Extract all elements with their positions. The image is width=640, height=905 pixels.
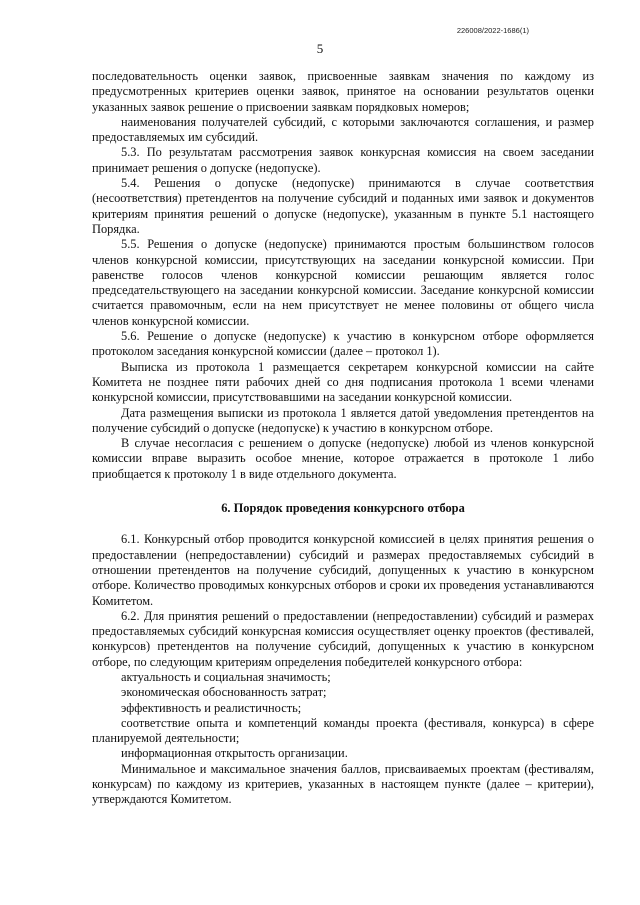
paragraph: В случае несогласия с решением о допуске (недопуске) любой из членов конкурсной комиссии вправе выразить особое мнение, которое отражается в протоколе 1 либо приобщается к протоколу 1 в виде отдельного документа. (92, 436, 594, 481)
list-item: эффективность и реалистичность; (121, 700, 302, 715)
list-item: актуальность и социальная значимость; (121, 669, 331, 684)
list-item: экономическая обоснованность затрат; (121, 685, 327, 700)
paragraph: Дата размещения выписки из протокола 1 является датой уведомления претендентов на получение субсидий о допуске (недопуске) к участию в конкурсном отборе. (92, 405, 594, 435)
document-body (92, 69, 594, 808)
paragraph: 5.4. Решения о допуске (недопуске) принимаются в случае соответствия (несоответствия) претендентов на получение субсидий и поданных ими заявок и документов критериям принятия решений о допуске (недопуске), указанным в пункте 5.1 настоящего Порядка. (92, 176, 594, 236)
paragraph: 5.3. По результатам рассмотрения заявок конкурсная комиссия на своем заседании принимает решения о допуске (недопуске). (92, 145, 594, 175)
paragraph: 5.6. Решение о допуске (недопуске) к участию в конкурсном отборе оформляется протоколом заседания конкурсной комиссии (далее – протокол 1). (92, 329, 594, 359)
paragraph: последовательность оценки заявок, присвоенные заявкам значения по каждому из предусмотренных критериев оценки заявок, принятое на основании результатов оценки указанных заявок решение о присвоении заявкам порядковых номеров; (92, 69, 594, 114)
paragraph: 5.5. Решения о допуске (недопуске) принимаются простым большинством голосов членов конкурсной комиссии, присутствующих на заседании конкурсной комиссии. При равенстве голосов членов конкурсной комиссии решающим является голос председательствующего на заседании конкурсной комиссии. Заседание конкурсной комиссии считается правомочным, если на нем присутствует не менее половины от общего числа членов конкурсной комиссии. (92, 237, 594, 328)
list-item: соответствие опыта и компетенций команды проекта (фестиваля, конкурса) в сфере планируемой деятельности; (92, 715, 594, 746)
paragraph: Выписка из протокола 1 размещается секретарем конкурсной комиссии на сайте Комитета не позднее пяти рабочих дней со дня подписания протокола 1 всеми членами конкурсной комиссии, присутствовавшими на заседании конкурсной комиссии. (92, 359, 594, 405)
section-heading: 6. Порядок проведения конкурсного отбора (221, 501, 465, 516)
document-id: 226008/2022-1686(1) (456, 26, 529, 35)
list-item: информационная открытость организации. (121, 746, 348, 761)
paragraph: наименования получателей субсидий, с которыми заключаются соглашения, и размер предоставляемых им субсидий. (92, 114, 594, 145)
page-number: 5 (316, 41, 324, 56)
paragraph: 6.1. Конкурсный отбор проводится конкурсной комиссией в целях принятия решения о предоставлении (непредоставлении) субсидий и размерах предоставляемых субсидий в отношении претендентов на получение субсидий, допущенных к участию в конкурсном отборе. Количество проводимых конкурсных отборов и сроки их проведения устанавливаются Комитетом. (92, 532, 594, 608)
paragraph: Минимальное и максимальное значения баллов, присваиваемых проектам (фестивалям, конкурсам) по каждому из критериев, указанных в настоящем пункте (далее – критерии), утверждаются Комитетом. (92, 761, 594, 807)
paragraph: 6.2. Для принятия решений о предоставлении (непредоставлении) субсидий и размерах предоставляемых субсидий конкурсная комиссия осуществляет оценку проектов (фестивалей, конкурсов) претендентов на получение субсидий, допущенных к участию в конкурсном отборе, по следующим критериям определения победителей конкурсного отбора: (92, 608, 594, 669)
